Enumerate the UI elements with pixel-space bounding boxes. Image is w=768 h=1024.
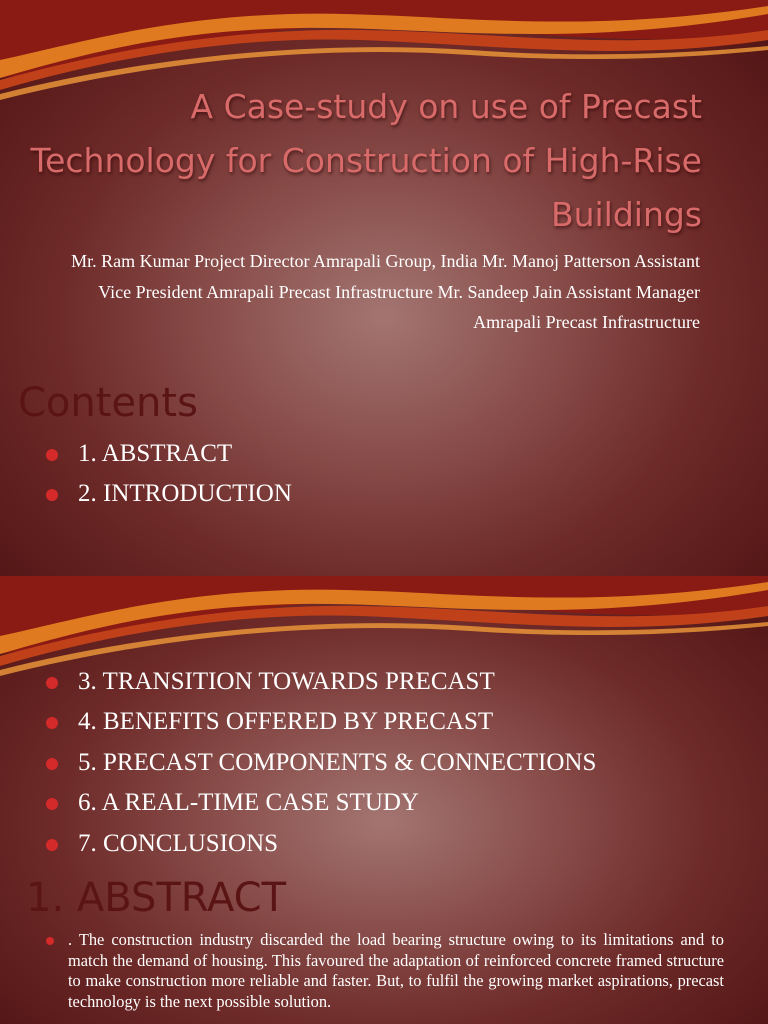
list-item	[46, 824, 596, 864]
bullet-icon	[46, 717, 58, 729]
list-item	[46, 434, 292, 474]
slide-2	[0, 576, 768, 1024]
abstract-paragraph	[46, 930, 724, 1012]
bullet-icon	[46, 489, 58, 501]
abstract-text: . The construction industry discarded the load bearing structure owing to its limitations and to match the demand of housing. This favoured the adaptation of reinforced concrete framed structure to make construction more reliable and faster. But, to fulfil the growing market aspirations, precast technology is the next possible solution.	[68, 930, 724, 1011]
bullet-icon	[46, 449, 58, 461]
list-item-label: 1. ABSTRACT	[78, 440, 233, 467]
contents-heading: Contents	[18, 380, 198, 426]
list-item-label: 2. INTRODUCTION	[78, 480, 292, 508]
bullet-icon	[46, 677, 58, 689]
list-item	[46, 662, 596, 702]
bullet-icon	[46, 839, 58, 851]
list-item	[46, 474, 292, 514]
list-item	[46, 783, 596, 823]
bullet-icon	[46, 798, 58, 810]
list-item-label: 4. BENEFITS OFFERED BY PRECAST	[78, 708, 494, 736]
list-item-label: 6. A REAL-TIME CASE STUDY	[78, 789, 419, 817]
list-item-label: 5. PRECAST COMPONENTS & CONNECTIONS	[78, 748, 597, 776]
list-item	[46, 702, 596, 742]
slide-title: A Case-study on use of Precast Technology for Construction of High-Rise Buildings	[30, 87, 702, 234]
list-item-label: 7. CONCLUSIONS	[78, 829, 279, 857]
bullet-icon	[46, 758, 58, 770]
authors-text: Mr. Ram Kumar Project Director Amrapali Group, India Mr. Manoj Patterson Assistant Vice President Amrapali Precast Infrastructure Mr. Sandeep Jain Assistant Manager Amrapali Precast Infrastructure	[71, 251, 700, 332]
list-item	[46, 743, 596, 783]
contents-list	[46, 434, 292, 515]
bullet-icon	[46, 937, 54, 945]
abstract-heading: 1. ABSTRACT	[26, 875, 286, 921]
contents-list	[46, 662, 596, 864]
list-item-label: 3. TRANSITION TOWARDS PRECAST	[78, 668, 495, 695]
